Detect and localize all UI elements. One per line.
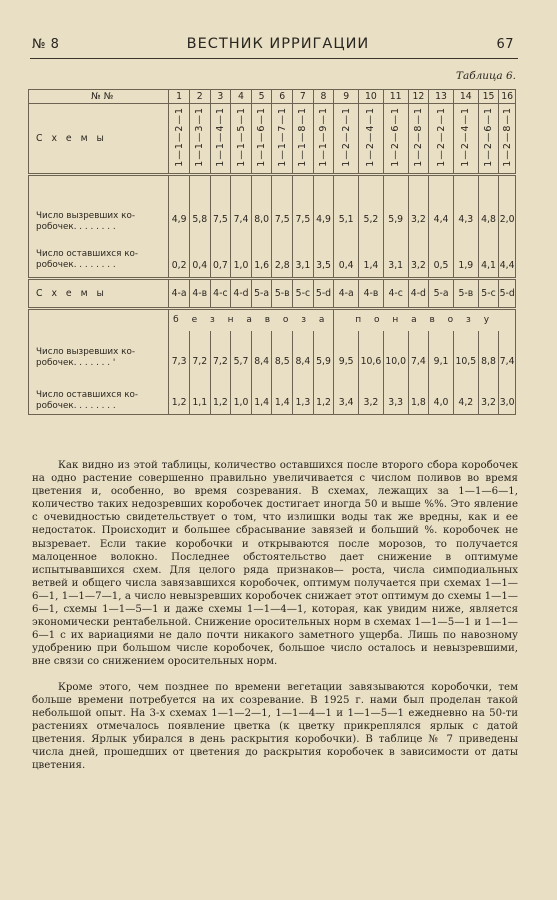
scheme-cell	[478, 104, 499, 175]
value-cell: 3,2	[478, 371, 499, 415]
value-cell: 7,2	[210, 331, 231, 371]
scheme-label: 1—1—2—1	[173, 107, 185, 167]
table-body	[29, 90, 516, 415]
scheme-code: 5-d	[499, 279, 516, 309]
scheme-label: 1—2—2—1	[340, 107, 352, 167]
value-cell: 3,1	[293, 235, 314, 279]
scheme-cell	[313, 104, 334, 175]
column-number: 5	[251, 90, 272, 104]
value-cell: 4,9	[313, 175, 334, 235]
value-cell: 8,4	[251, 331, 272, 371]
table-row	[29, 90, 516, 104]
value-cell: 1,0	[231, 371, 252, 415]
value-cell: 7,3	[169, 331, 190, 371]
column-number: 4	[231, 90, 252, 104]
value-cell: 5,9	[383, 175, 408, 235]
scheme-code: 4-а	[169, 279, 190, 309]
value-cell: 0,7	[210, 235, 231, 279]
row-label	[29, 235, 169, 279]
table-row	[29, 309, 516, 331]
article-text	[32, 459, 518, 784]
value-cell: 1,8	[408, 371, 429, 415]
value-cell: 8,5	[272, 331, 293, 371]
scheme-label: 1—1—9—1	[318, 107, 329, 167]
value-cell: 7,5	[293, 175, 314, 235]
scheme-code: 5-с	[293, 279, 314, 309]
value-cell: 4,2	[453, 371, 478, 415]
table-row	[29, 279, 516, 309]
scheme-label: 1—2—8—1	[501, 107, 513, 167]
scheme-code: 5-в	[453, 279, 478, 309]
scheme-label: 1—2—4—1	[460, 107, 472, 167]
value-cell: 1,0	[231, 235, 252, 279]
scheme-cell	[251, 104, 272, 175]
value-cell: 8,8	[478, 331, 499, 371]
value-cell: 10,0	[383, 331, 408, 371]
scheme-cell	[231, 104, 252, 175]
value-cell: 9,5	[334, 331, 359, 371]
column-number: 13	[429, 90, 454, 104]
value-cell: 1,6	[251, 235, 272, 279]
row-label-line: робочек. . . . . . . .	[36, 221, 116, 232]
column-number: 10	[359, 90, 384, 104]
column-number: 1	[169, 90, 190, 104]
column-number: 8	[313, 90, 334, 104]
value-cell: 4,0	[429, 371, 454, 415]
column-number: 9	[334, 90, 359, 104]
scheme-cell	[383, 104, 408, 175]
value-cell: 4,1	[478, 235, 499, 279]
value-cell: 5,1	[334, 175, 359, 235]
value-cell: 4,3	[453, 175, 478, 235]
value-cell: 5,9	[313, 331, 334, 371]
scheme-label: 1—2—4—1	[365, 107, 377, 167]
row-label	[29, 331, 169, 371]
row-label-line: Число оставшихся ко-	[36, 390, 139, 400]
scheme-label: 1—1—6—1	[256, 107, 268, 167]
column-number: 15	[478, 90, 499, 104]
scheme-code: 4-в	[359, 279, 384, 309]
scheme-cell	[210, 104, 231, 175]
scheme-code: 4-а	[334, 279, 359, 309]
row-label-line: Число вызревших ко-	[36, 210, 136, 221]
value-cell: 3,2	[408, 235, 429, 279]
value-cell: 8,0	[251, 175, 272, 235]
value-cell: 8,4	[293, 331, 314, 371]
scheme-code: 4-d	[408, 279, 429, 309]
scheme-code: 4-с	[383, 279, 408, 309]
page-number: 67	[496, 36, 514, 52]
table-caption: Таблица 6.	[455, 70, 516, 82]
page-header	[32, 33, 514, 55]
table-row	[29, 331, 516, 371]
group-no-manure: б е з н а в о з а	[169, 309, 334, 331]
value-cell: 7,2	[189, 331, 210, 371]
value-cell: 9,1	[429, 331, 454, 371]
header-rule	[30, 58, 518, 59]
row-label	[29, 371, 169, 415]
scheme-code: 5-с	[478, 279, 499, 309]
row-label-line: робочек. . . . . . . '	[36, 357, 116, 368]
row-label-line: Число вызревших ко-	[36, 346, 136, 357]
table-row	[29, 235, 516, 279]
scheme-cell	[169, 104, 190, 175]
schemes-label: С х е м ы	[29, 279, 169, 309]
scheme-code: 4-с	[210, 279, 231, 309]
table-cell	[29, 309, 169, 331]
paragraph-1: Как видно из этой таблицы, количество оставшихся после второго сбора коробочек на одно растение совершенно правильно увеличивается с числом поливов во время цветения и, особенно, во время созревания. В схемах, лежащих за 1—1—6—1, количество таких недозревших коробочек достигает иногда 50 и выше %%. Это явление с очевидностью свидетельствует о том, что излишки воды так же вредны, как и ее недостаток. Происходит и большее сбрасывание завязей и больший %. коробочек не вызревает. Если такие коробочки и открываются после морозов, то получается малоценное волокно. Последнее обстоятельство дает снижение в оптимуме испытывавшихся схем. Для целого ряда признаков— роста, числа симподиальных ветвей и общего числа завязавшихся коробочек, оптимум получается при схемах 1—1—6—1, 1—1—7—1, а число невызревших коробочек снижает этот оптимум до схемы 1—1—6—1, схемы 1—1—5—1 и даже схемы 1—1—4—1, которая, как увидим ниже, является экономически рентабельной. Снижение оросительных норм в схемах 1—1—5—1 и 1—1—6—1 с их вариациями не дало почти никакого заметного ущерба. Лишь по навозному удобрению при большом числе коробочек, большое число осталось и невызревшими, вне связи со снижением оросительных норм.	[32, 460, 518, 668]
value-cell: 1,1	[189, 371, 210, 415]
value-cell: 3,2	[408, 175, 429, 235]
value-cell: 7,4	[499, 331, 516, 371]
scheme-cell	[334, 104, 359, 175]
row-label-line: робочек. . . . . . . .	[36, 401, 116, 411]
value-cell: 0,5	[429, 235, 454, 279]
scheme-cell	[499, 104, 516, 175]
numbers-label: № №	[29, 90, 169, 104]
scheme-code: 5-а	[429, 279, 454, 309]
value-cell: 0,2	[169, 235, 190, 279]
value-cell: 7,4	[408, 331, 429, 371]
value-cell: 1,4	[359, 235, 384, 279]
column-number: 14	[453, 90, 478, 104]
value-cell: 5,7	[231, 331, 252, 371]
row-label-line: робочек. . . . . . . .	[36, 260, 116, 270]
value-cell: 3,3	[383, 371, 408, 415]
column-number: 6	[272, 90, 293, 104]
journal-title: ВЕСТНИК ИРРИГАЦИИ	[186, 36, 370, 52]
scheme-label: 1—1—7—1	[276, 107, 288, 167]
value-cell: 3,1	[383, 235, 408, 279]
schemes-label: С х е м ы	[29, 104, 169, 175]
value-cell: 4,8	[478, 175, 499, 235]
scheme-label: 1—1—5—1	[235, 107, 247, 167]
value-cell: 1,9	[453, 235, 478, 279]
value-cell: 10,6	[359, 331, 384, 371]
value-cell: 5,8	[189, 175, 210, 235]
scheme-code: 4-в	[189, 279, 210, 309]
paragraph-2: Кроме этого, чем позднее по времени вегетации завязываются коробочки, тем больше времени потребуется на их созревание. В 1925 г. нами был проделан такой небольшой опыт. На 3-х схемах 1—1—2—1, 1—1—4—1 и 1—1—5—1 ежедневно на 50-ти растениях отмечалось появление цветка (к цветку прикреплялся ярлык с датой цветения. Ярлык убирался в день раскрытия коробочки). В таблице № 7 приведены числа дней, прошедших от цветения до раскрытия коробочек в зависимости от даты цветения.	[32, 681, 518, 772]
scheme-cell	[272, 104, 293, 175]
scheme-code: 5-а	[251, 279, 272, 309]
scheme-code: 5-в	[272, 279, 293, 309]
column-number: 12	[408, 90, 429, 104]
value-cell: 1,4	[251, 371, 272, 415]
value-cell: 0,4	[189, 235, 210, 279]
value-cell: 7,5	[272, 175, 293, 235]
value-cell: 4,4	[499, 235, 516, 279]
value-cell: 1,2	[169, 371, 190, 415]
value-cell: 0,4	[334, 235, 359, 279]
row-label	[29, 175, 169, 235]
scheme-code: 5-d	[313, 279, 334, 309]
scheme-label: 1—2—6—1	[390, 107, 402, 167]
table-row	[29, 371, 516, 415]
value-cell: 3,2	[359, 371, 384, 415]
scheme-cell	[408, 104, 429, 175]
scheme-cell	[293, 104, 314, 175]
data-table	[28, 89, 516, 415]
value-cell: 2,0	[499, 175, 516, 235]
value-cell: 5,2	[359, 175, 384, 235]
column-number: 7	[293, 90, 314, 104]
value-cell: 4,4	[429, 175, 454, 235]
issue-number: № 8	[32, 36, 60, 52]
value-cell: 1,4	[272, 371, 293, 415]
column-number: 2	[189, 90, 210, 104]
column-number: 11	[383, 90, 408, 104]
value-cell: 3,5	[313, 235, 334, 279]
column-number: 3	[210, 90, 231, 104]
scheme-label: 1—2—2—1	[435, 107, 447, 167]
value-cell: 10,5	[453, 331, 478, 371]
value-cell: 1,2	[210, 371, 231, 415]
row-label-line: Число оставшихся ко-	[36, 249, 139, 259]
scheme-cell	[359, 104, 384, 175]
value-cell: 7,4	[231, 175, 252, 235]
group-with-manure: п о н а в о з у	[334, 309, 516, 331]
value-cell: 1,2	[313, 371, 334, 415]
scheme-label: 1—1—4—1	[214, 107, 226, 167]
scheme-label: 1—2—6—1	[483, 107, 494, 167]
value-cell: 3,4	[334, 371, 359, 415]
table-row	[29, 104, 516, 175]
scheme-label: 1—2—8—1	[412, 107, 424, 167]
scheme-label: 1—1—3—1	[194, 107, 206, 167]
value-cell: 3,0	[499, 371, 516, 415]
scheme-cell	[429, 104, 454, 175]
scheme-code: 4-d	[231, 279, 252, 309]
scheme-cell	[453, 104, 478, 175]
value-cell: 1,3	[293, 371, 314, 415]
scheme-cell	[189, 104, 210, 175]
value-cell: 2,8	[272, 235, 293, 279]
table-row	[29, 175, 516, 235]
column-number: 16	[499, 90, 516, 104]
scheme-label: 1—1—8—1	[297, 107, 309, 167]
value-cell: 7,5	[210, 175, 231, 235]
value-cell: 4,9	[169, 175, 190, 235]
